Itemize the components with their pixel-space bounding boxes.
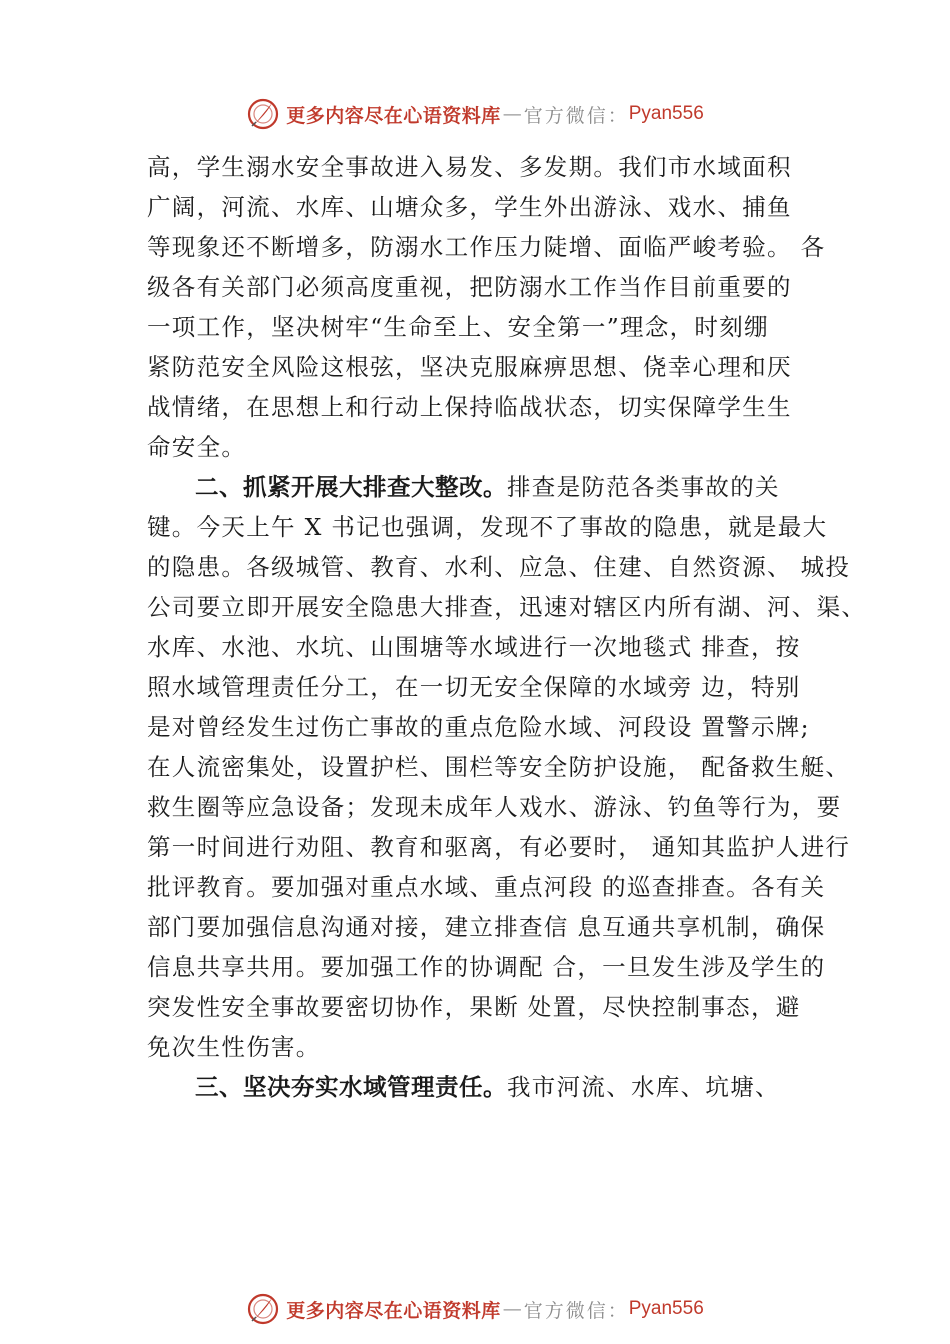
body-line: 信息共享共用。要加强工作的协调配 合，一旦发生涉及学生的 — [147, 953, 826, 981]
header-brand-text: 更多内容尽在心语资料库 — [286, 104, 501, 127]
body-line: 公司要立即开展安全隐患大排查，迅速对辖区内所有湖、河、渠、 — [147, 593, 867, 621]
body-line: 是对曾经发生过伤亡事故的重点危险水域、河段设 置警示牌; — [147, 713, 810, 741]
footer-official-label: 官方微信： — [523, 1299, 629, 1322]
body-line: 紧防范安全风险这根弦，坚决克服麻痹思想、侥幸心理和厌 — [147, 353, 792, 381]
section-2-heading: 二、抓紧开展大排查大整改。 — [195, 473, 507, 501]
body-line: 级各有关部门必须高度重视，把防溺水工作当作目前重要的 — [147, 273, 792, 301]
body-line: 照水域管理责任分工，在一切无安全保障的水域旁 边，特别 — [147, 673, 801, 701]
body-line: 第一时间进行劝阻、教育和驱离，有必要时， 通知其监护人进行 — [147, 833, 851, 861]
body-line: 命安全。 — [147, 433, 247, 461]
section-3-first-line — [147, 1067, 837, 1107]
body-line: 部门要加强信息沟通对接，建立排查信 息互通共享机制，确保 — [147, 913, 826, 941]
body-line: 水库、水池、水坑、山围塘等水域进行一次地毯式 排查，按 — [147, 633, 801, 661]
header-banner — [0, 92, 950, 136]
body-line: 突发性安全事故要密切协作，果断 处置，尽快控制事态，避 — [147, 993, 801, 1021]
document-body — [147, 147, 867, 1107]
body-line: 等现象还不断增多，防溺水工作压力陡增、面临严峻考验。 各 — [147, 233, 826, 261]
section-3-heading: 三、坚决夯实水域管理责任。 — [195, 1073, 507, 1101]
footer-brand-text: 更多内容尽在心语资料库 — [286, 1299, 501, 1322]
header-official-label: 官方微信： — [523, 104, 629, 127]
footer-banner — [0, 1287, 950, 1331]
section-2-lead-text: 排查是防范各类事故的关 — [507, 473, 780, 501]
body-line: 高，学生溺水安全事故进入易发、多发期。我们市水域面积 — [147, 153, 792, 181]
section-2-first-line — [147, 467, 837, 507]
quill-seal-icon — [246, 1292, 280, 1326]
footer-wechat-id: Pyan556 — [628, 1298, 704, 1319]
body-line: 的隐患。各级城管、教育、水利、应急、住建、自然资源、 城投 — [147, 553, 851, 581]
header-dash: — — [502, 103, 522, 125]
body-line: 一项工作，坚决树牢“生命至上、安全第一”理念，时刻绷 — [147, 313, 769, 341]
quill-seal-icon — [246, 97, 280, 131]
body-line: 战情绪，在思想上和行动上保持临战状态，切实保障学生生 — [147, 393, 792, 421]
body-line: 批评教育。要加强对重点水域、重点河段 的巡查排查。各有关 — [147, 873, 826, 901]
body-line: 在人流密集处，设置护栏、围栏等安全防护设施， 配备救生艇、 — [147, 753, 851, 781]
body-line: 免次生性伤害。 — [147, 1033, 321, 1061]
footer-dash: — — [502, 1298, 522, 1320]
body-line: 救生圈等应急设备；发现未成年人戏水、游泳、钓鱼等行为，要 — [147, 793, 842, 821]
section-3-lead-text: 我市河流、水库、坑塘、 — [507, 1073, 780, 1101]
body-line: 广阔，河流、水库、山塘众多，学生外出游泳、戏水、捕鱼 — [147, 193, 792, 221]
header-wechat-id: Pyan556 — [628, 103, 704, 124]
body-line: 键。今天上午 X 书记也强调，发现不了事故的隐患，就是最大 — [147, 513, 828, 541]
